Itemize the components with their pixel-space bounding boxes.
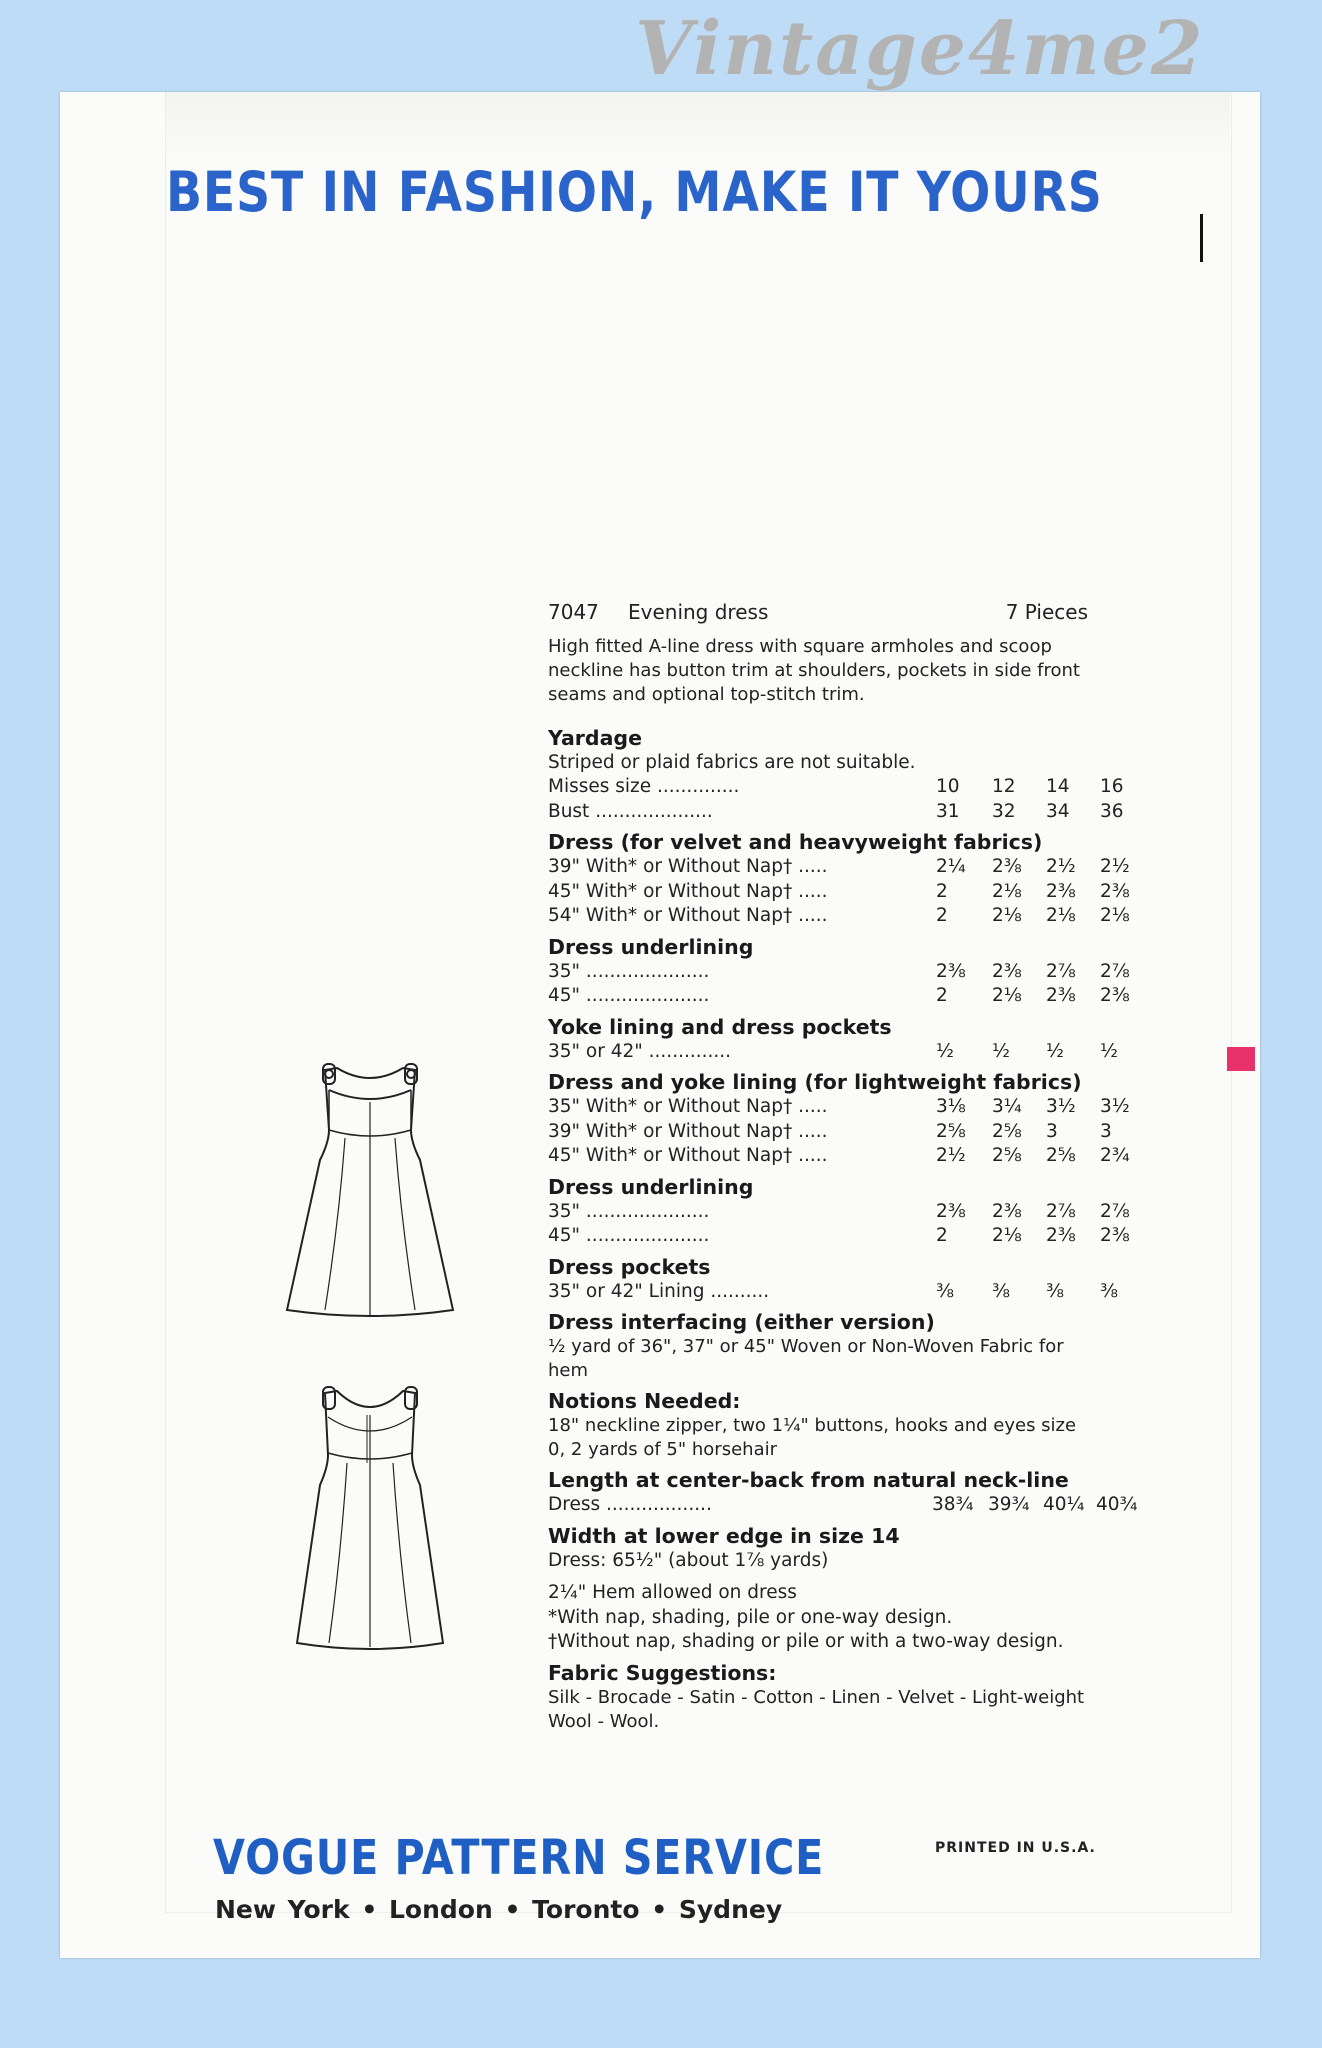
section-value: 2½: [1100, 856, 1130, 877]
section-row: [548, 984, 1130, 1009]
yardage-value: 12: [992, 776, 1016, 797]
dress-back-drawing: [295, 1385, 445, 1650]
width-text: Dress: 65½" (about 1⅞ yards): [548, 1549, 829, 1571]
section-value: 2¾: [1100, 1145, 1130, 1166]
yardage-value: 14: [1046, 776, 1070, 797]
section-value: 2½: [1046, 856, 1076, 877]
section-value: 3: [1100, 1120, 1112, 1142]
section-value: 2⅜: [1046, 1225, 1076, 1246]
section-value: ⅜: [992, 1280, 1010, 1302]
interfacing-title: Dress interfacing (either version): [548, 1310, 935, 1334]
section-label: 35" With* or Without Nap† .....: [548, 1096, 828, 1117]
section-value: ⅜: [1046, 1280, 1064, 1302]
section-value: 2⅛: [992, 1225, 1022, 1246]
pattern-name: Evening dress: [628, 600, 769, 624]
section-value: 2⅛: [992, 880, 1022, 902]
notions-text: 18" neckline zipper, two 1¼" buttons, hooks and eyes size 0, 2 yards of 5" horsehair: [548, 1415, 1077, 1460]
section-label: 45" With* or Without Nap† .....: [548, 1145, 828, 1166]
notions-title: Notions Needed:: [548, 1389, 741, 1413]
yardage-value: 34: [1046, 800, 1070, 822]
section-value: 2⅛: [1046, 905, 1076, 926]
section-title: Yoke lining and dress pockets: [548, 1014, 892, 1039]
length-value-4: 40¾: [1096, 1494, 1138, 1515]
section-value: 2⅜: [1100, 985, 1130, 1006]
section-value: 2¼: [936, 856, 966, 877]
section-value: 2⅝: [992, 1120, 1022, 1142]
section-value: ⅜: [1100, 1280, 1118, 1302]
yardage-title: Yardage: [548, 725, 642, 750]
length-label: Dress ..................: [548, 1494, 712, 1515]
section-value: 2⅛: [1100, 905, 1130, 926]
hem-note: 2¼" Hem allowed on dress: [548, 1582, 797, 1603]
section-value: 2⅝: [936, 1120, 966, 1142]
section-label: 35" .....................: [548, 960, 710, 982]
section-row: [548, 880, 1130, 905]
section-value: 2⅛: [992, 905, 1022, 926]
pattern-details: [548, 600, 1138, 1734]
section-value: 2⅞: [1046, 960, 1076, 982]
section-label: 45" With* or Without Nap† .....: [548, 880, 828, 902]
section-value: 3¼: [992, 1096, 1022, 1117]
section-value: 2⅜: [1046, 985, 1076, 1006]
section-label: 39" With* or Without Nap† .....: [548, 856, 828, 877]
footer-cities: New York • London • Toronto • Sydney: [215, 1895, 783, 1924]
section-value: 2: [936, 1225, 948, 1246]
section-row: [548, 1144, 1130, 1169]
yardage-note: Striped or plaid fabrics are not suitable.: [548, 751, 916, 773]
section-value: ½: [936, 1040, 954, 1062]
yardage-label: Misses size ..............: [548, 776, 740, 797]
section-label: 35" .....................: [548, 1200, 710, 1222]
section-value: ½: [992, 1040, 1010, 1062]
section-value: 2⅞: [1046, 1200, 1076, 1222]
section-label: 54" With* or Without Nap† .....: [548, 905, 828, 926]
section-row: [548, 904, 1130, 929]
section-value: 2⅝: [992, 1145, 1022, 1166]
section-row: [548, 1040, 1118, 1065]
section-value: 2: [936, 880, 948, 902]
section-title: Dress and yoke lining (for lightweight fabrics): [548, 1070, 1082, 1094]
section-value: 2⅞: [1100, 1200, 1130, 1222]
section-value: 3½: [1100, 1096, 1130, 1117]
section-label: 35" or 42" ..............: [548, 1040, 731, 1062]
section-value: 2⅜: [992, 960, 1022, 982]
section-label: 45" .....................: [548, 985, 710, 1006]
yardage-value: 31: [936, 800, 960, 822]
pattern-description: High fitted A-line dress with square armholes and scoop neckline has button trim at shoulders, pockets in side front seams and optional top-stitch trim.: [548, 635, 1080, 705]
section-title: Dress underlining: [548, 934, 754, 959]
section-value: 3: [1046, 1120, 1058, 1142]
section-row: [548, 1280, 1118, 1305]
section-row: [548, 1120, 1112, 1145]
section-value: 2⅜: [1100, 880, 1130, 902]
length-value-2: 39¾: [988, 1494, 1030, 1515]
pattern-number: 7047: [548, 600, 599, 624]
section-row: [548, 1095, 1130, 1120]
section-value: ⅜: [936, 1280, 954, 1302]
section-title: Dress pockets: [548, 1254, 711, 1279]
fabrics-title: Fabric Suggestions:: [548, 1660, 777, 1685]
color-tab: [1227, 1047, 1255, 1071]
section-title: Dress underlining: [548, 1174, 754, 1199]
section-value: 2⅜: [1046, 880, 1076, 902]
section-label: 39" With* or Without Nap† .....: [548, 1120, 828, 1142]
edge-mark: [1200, 214, 1203, 262]
yardage-value: 16: [1100, 776, 1124, 797]
yardage-label: Bust ....................: [548, 800, 713, 822]
dress-front-drawing: [285, 1060, 455, 1320]
length-value-1: 38¾: [932, 1494, 974, 1515]
section-value: 2⅞: [1100, 960, 1130, 982]
nap-note-without: †Without nap, shading or pile or with a two-way design.: [548, 1631, 1064, 1652]
yardage-row: [548, 800, 1124, 825]
yardage-size-rows: [548, 775, 1124, 824]
yardage-value: 32: [992, 800, 1016, 822]
section-value: 2⅜: [992, 1200, 1022, 1222]
section-row: [548, 1224, 1130, 1249]
length-title: Length at center-back from natural neck-line: [548, 1468, 1069, 1492]
yardage-value: 36: [1100, 800, 1124, 822]
section-row: [548, 855, 1130, 880]
pattern-header: [548, 600, 1088, 625]
section-value: 2⅜: [936, 1200, 966, 1222]
yardage-sections: [548, 829, 1130, 1304]
section-value: 2⅜: [992, 856, 1022, 877]
section-title: Dress (for velvet and heavyweight fabrics): [548, 830, 1043, 854]
section-value: 3½: [1046, 1096, 1076, 1117]
length-row: [548, 1493, 1138, 1518]
section-label: 35" or 42" Lining ..........: [548, 1280, 770, 1302]
section-value: 2⅜: [1100, 1225, 1130, 1246]
section-label: 45" .....................: [548, 1225, 710, 1246]
width-title: Width at lower edge in size 14: [548, 1523, 900, 1548]
section-row: [548, 1200, 1130, 1225]
section-value: ½: [1046, 1040, 1064, 1062]
section-value: 2⅛: [992, 985, 1022, 1006]
section-value: 2½: [936, 1145, 966, 1166]
nap-note-with: *With nap, shading, pile or one-way design.: [548, 1606, 953, 1628]
yardage-value: 10: [936, 776, 960, 797]
section-value: 3⅛: [936, 1096, 966, 1117]
section-value: 2⅜: [936, 960, 966, 982]
footer-title: VOGUE PATTERN SERVICE: [213, 1830, 825, 1886]
fabrics-text: Silk - Brocade - Satin - Cotton - Linen - Velvet - Light-weight Wool - Wool.: [548, 1686, 1085, 1732]
pattern-pieces: 7 Pieces: [1005, 600, 1088, 624]
yardage-row: [548, 775, 1124, 800]
section-value: 2: [936, 985, 948, 1006]
watermark-text: Vintage4me2: [635, 6, 1205, 92]
headline: BEST IN FASHION, MAKE IT YOURS: [166, 160, 1103, 224]
section-value: 2⅝: [1046, 1145, 1076, 1166]
section-value: ½: [1100, 1040, 1118, 1062]
printed-in-usa: PRINTED IN U.S.A.: [935, 1840, 1096, 1856]
interfacing-text: ½ yard of 36", 37" or 45" Woven or Non-Woven Fabric for hem: [548, 1336, 1064, 1381]
section-value: 2: [936, 905, 948, 926]
length-value-3: 40¼: [1043, 1494, 1085, 1515]
section-row: [548, 960, 1130, 985]
